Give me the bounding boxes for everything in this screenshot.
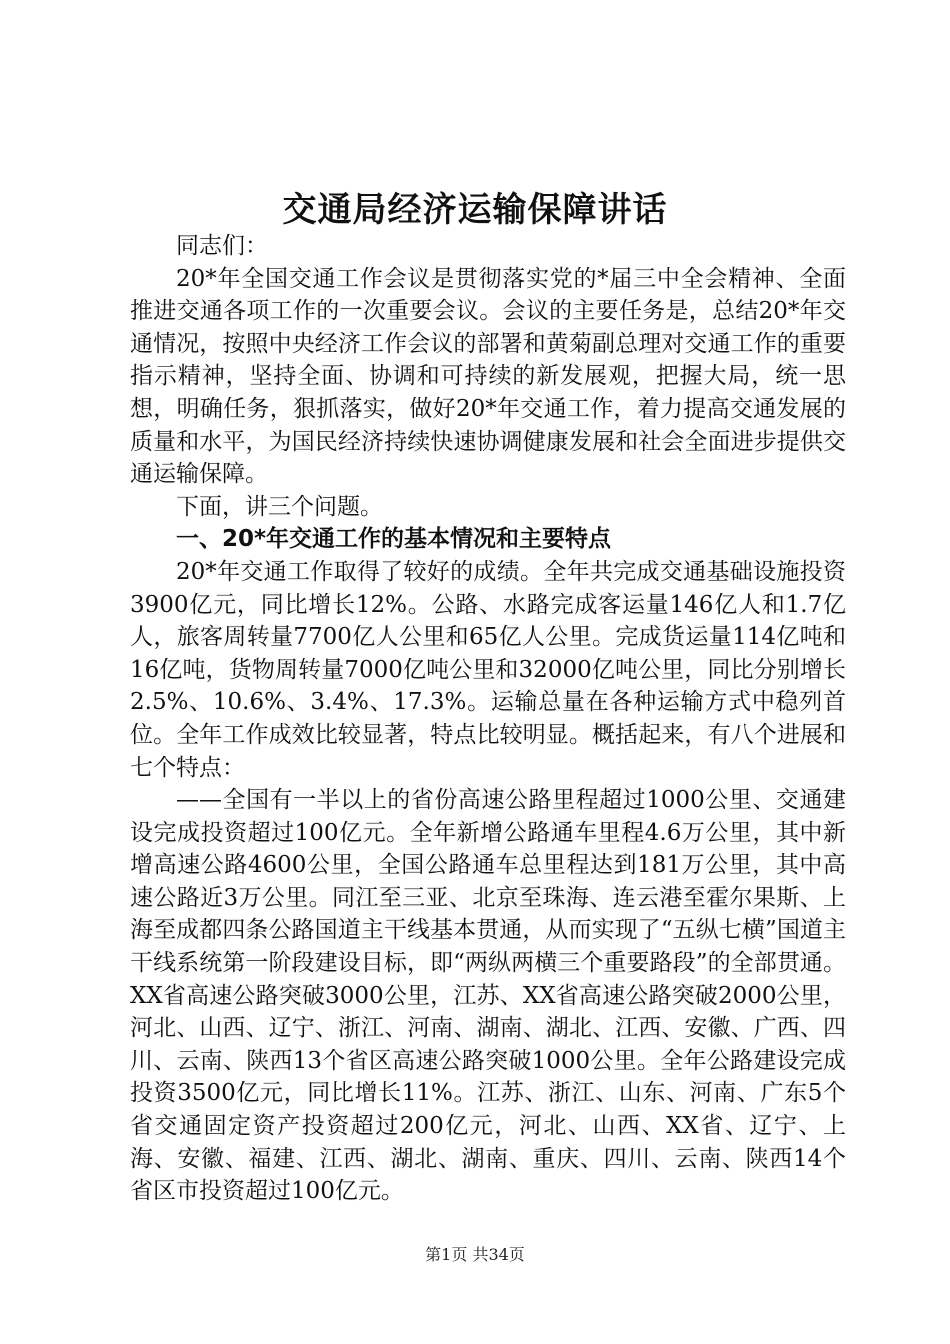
paragraph-intro: 20*年全国交通工作会议是贯彻落实党的*届三中全会精神、全面推进交通各项工作的一次重要会议。会议的主要任务是，总结20*年交通情况，按照中央经济工作会议的部署和黄菊副总理对交通工作的重要指示精神，坚持全面、协调和可持续的新发展观，把握大局，统一思想，明确任务，狠抓落实，做好20*年交通工作，着力提高交通发展的质量和水平，为国民经济持续快速协调健康发展和社会全面进步提供交通运输保障。 bbox=[130, 265, 846, 488]
paragraph-achievements: 20*年交通工作取得了较好的成绩。全年共完成交通基础设施投资3900亿元，同比增长12%。公路、水路完成客运量146亿人和1.7亿人，旅客周转量7700亿人公里和65亿人公里。完成货运量114亿吨和16亿吨，货物周转量7000亿吨公里和32000亿吨公里，同比分别增长2.5%、10.6%、3.4%、17.3%。运输总量在各种运输方式中稳列首位。全年工作成效比较显著，特点比较明显。概括起来，有八个进展和七个特点： bbox=[130, 558, 846, 781]
page-number: 第1页 共34页 bbox=[425, 1245, 525, 1264]
section-heading: 一、20*年交通工作的基本情况和主要特点 bbox=[176, 526, 612, 553]
document-body bbox=[130, 230, 846, 1208]
document-title: 交通局经济运输保障讲话 bbox=[282, 190, 668, 230]
salutation: 同志们： bbox=[176, 233, 268, 259]
paragraph-outline: 下面，讲三个问题。 bbox=[176, 493, 383, 520]
paragraph-highways: ——全国有一半以上的省份高速公路里程超过1000公里、交通建设完成投资超过100亿元。全年新增公路通车里程4.6万公里，其中新增高速公路4600公里，全国公路通车总里程达到181万公里，其中高速公路近3万公里。同江至三亚、北京至珠海、连云港至霍尔果斯、上海至成都四条公路国道主干线基本贯通，从而实现了“五纵七横”国道主干线系统第一阶段建设目标，即“两纵两横三个重要路段”的全部贯通。XX省高速公路突破3000公里，江苏、XX省高速公路突破2000公里，河北、山西、辽宁、浙江、河南、湖南、湖北、江西、安徽、广西、四川、云南、陕西13个省区高速公路突破1000公里。全年公路建设完成投资3500亿元，同比增长11%。江苏、浙江、山东、河南、广东5个省交通固定资产投资超过200亿元，河北、山西、XX省、辽宁、上海、安徽、福建、江西、湖北、湖南、重庆、四川、云南、陕西14个省区市投资超过100亿元。 bbox=[130, 787, 846, 1205]
